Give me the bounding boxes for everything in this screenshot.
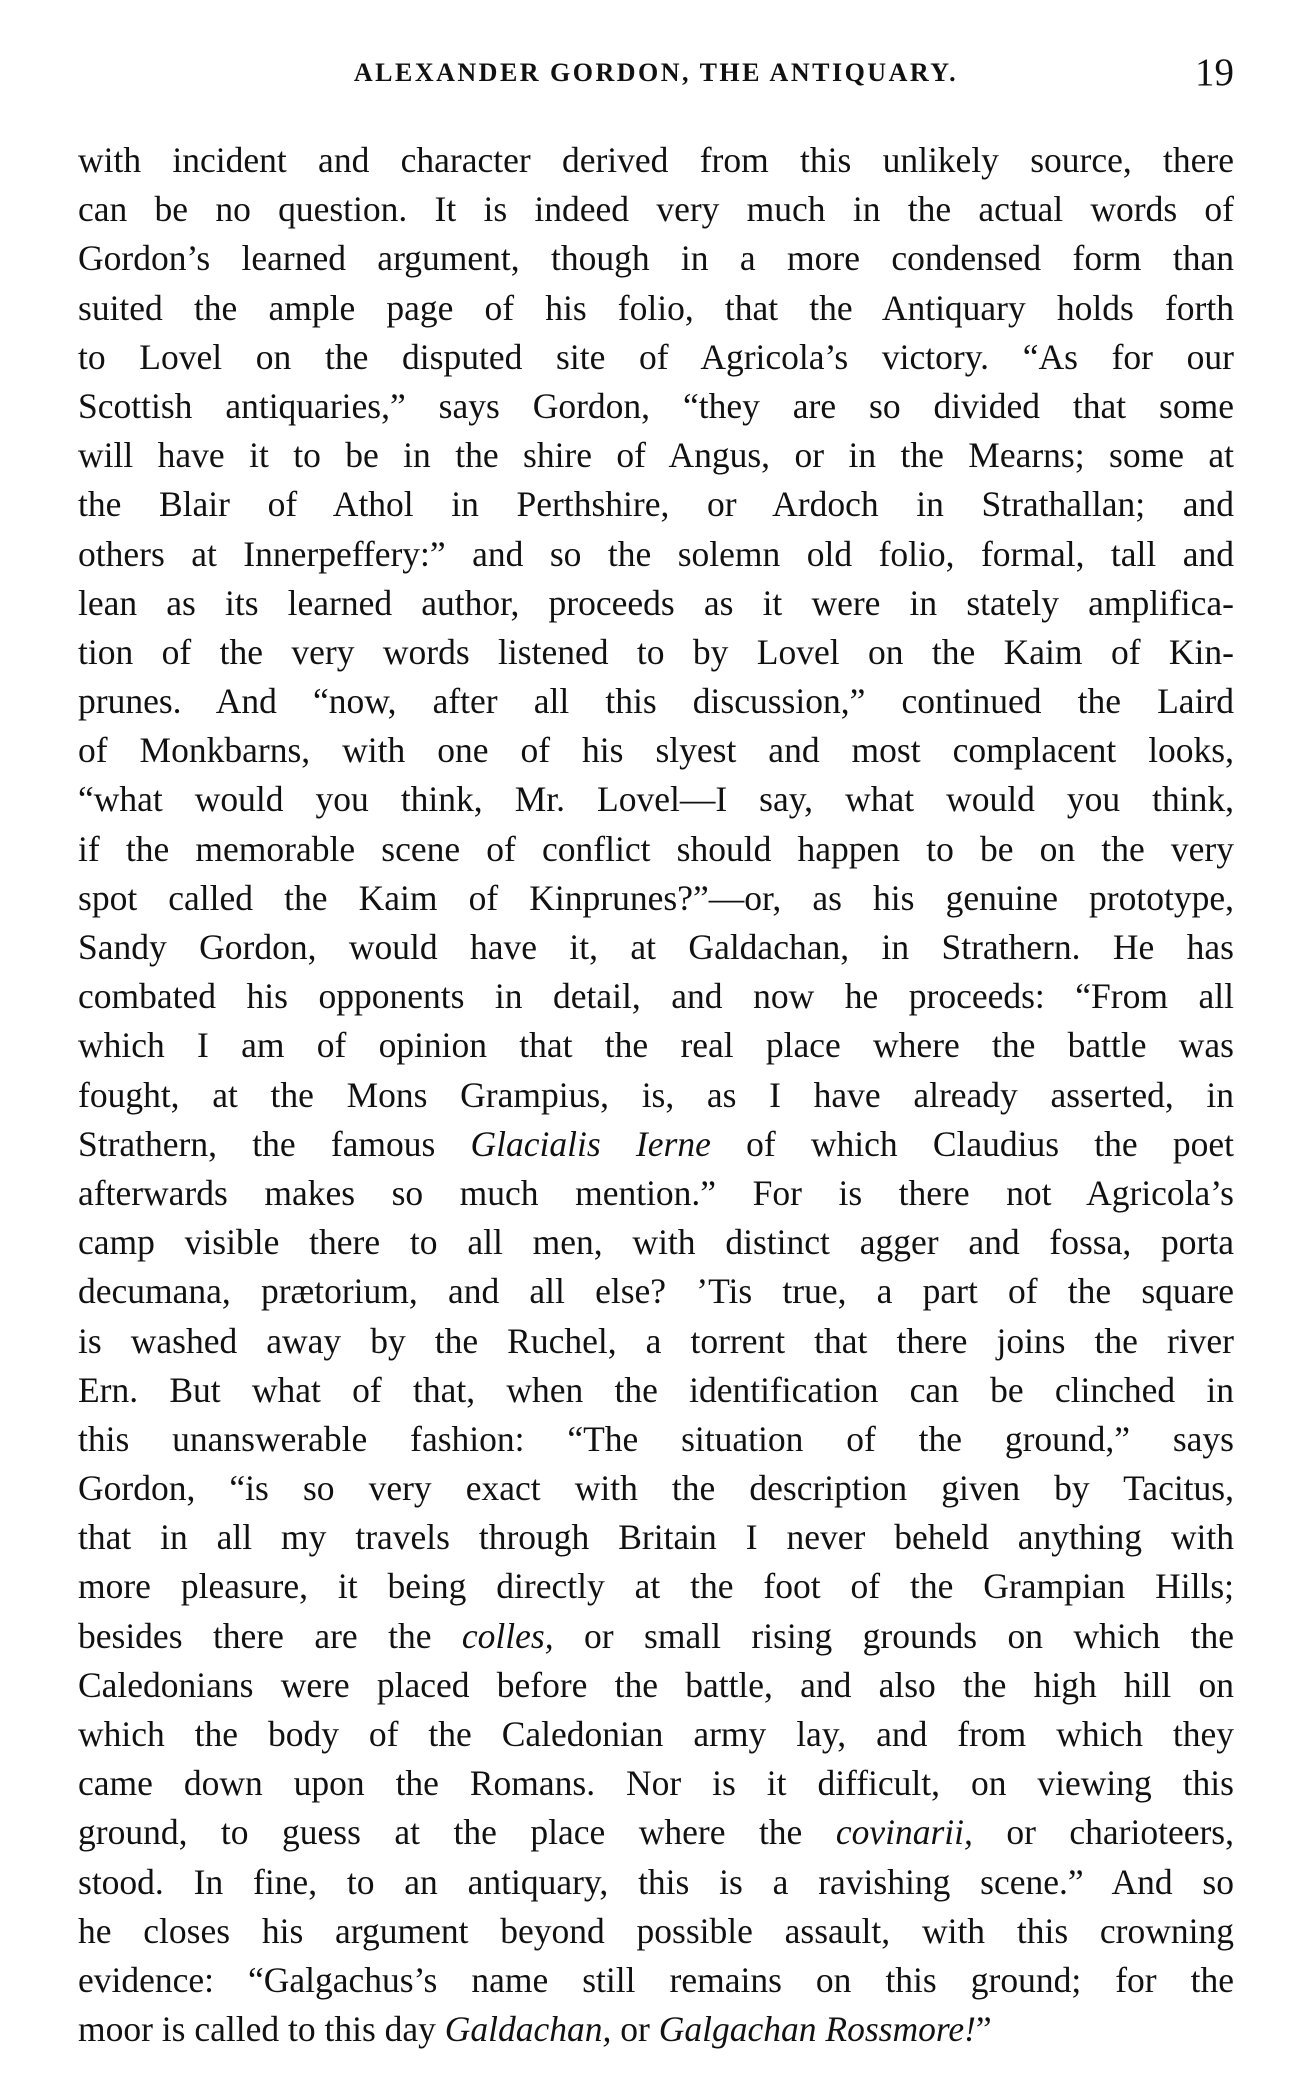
text-run: ground, to guess at the place where the <box>78 1812 836 1853</box>
text-run: he closes his argument beyond possible assault, with this crowning <box>78 1910 1234 1951</box>
text-line <box>78 382 1234 431</box>
text-run: Caledonians were placed before the battle, and also the high hill on <box>78 1664 1234 1705</box>
italic-text: Galdachan, <box>444 2009 612 2050</box>
text-run: suited the ample page of his folio, that the Antiquary holds forth <box>78 287 1234 328</box>
text-line <box>78 1021 1234 1070</box>
italic-text: colles, <box>461 1615 554 1656</box>
text-run: camp visible there to all men, with distinct agger and fossa, porta <box>78 1222 1234 1263</box>
running-head: ALEXANDER GORDON, THE ANTIQUARY. <box>353 58 959 87</box>
text-line <box>78 677 1234 726</box>
text-run: came down upon the Romans. Nor is it difficult, on viewing this <box>78 1763 1234 1804</box>
text-line <box>78 1513 1234 1562</box>
text-line <box>78 1759 1234 1808</box>
text-line <box>78 1317 1234 1366</box>
text-line <box>78 726 1234 775</box>
text-run: will have it to be in the shire of Angus, or in the Mearns; some at <box>78 435 1234 476</box>
text-line <box>78 530 1234 579</box>
text-run: Strathern, the famous <box>78 1123 471 1164</box>
text-run: Sandy Gordon, would have it, at Galdachan, in Strathern. He has <box>78 927 1234 967</box>
text-line <box>78 1956 1234 2005</box>
page-header <box>78 50 1234 100</box>
text-run: tion of the very words listened to by Lovel on the Kaim of Kin- <box>78 631 1234 672</box>
text-run: decumana, prætorium, and all else? ’Tis true, a part of the square <box>78 1271 1234 1312</box>
text-run: can be no question. It is indeed very much in the actual words of <box>78 189 1234 230</box>
text-line <box>78 1169 1234 1218</box>
text-run: the Blair of Athol in Perthshire, or Ardoch in Strathallan; and <box>78 484 1234 525</box>
text-line <box>78 1562 1234 1611</box>
text-line <box>78 480 1234 529</box>
text-run: “what would you think, Mr. Lovel—I say, what would you think, <box>78 779 1234 820</box>
text-line <box>78 333 1234 382</box>
text-line <box>78 1464 1234 1513</box>
text-run: this unanswerable fashion: “The situation of the ground,” says <box>78 1418 1234 1459</box>
text-run: fought, at the Mons Grampius, is, as I have already asserted, in <box>78 1074 1234 1115</box>
text-run: to Lovel on the disputed site of Agricola’s victory. “As for our <box>78 336 1234 377</box>
text-run: which the body of the Caledonian army lay, and from which they <box>78 1714 1234 1754</box>
text-run: spot called the Kaim of Kinprunes?”—or, as his genuine prototype, <box>78 877 1234 918</box>
text-line <box>78 1267 1234 1316</box>
text-line <box>78 972 1234 1021</box>
text-run: which I am of opinion that the real place where the battle was <box>78 1025 1234 1066</box>
text-line <box>78 1120 1234 1169</box>
text-line <box>78 431 1234 480</box>
text-run: or small rising grounds on which the <box>553 1615 1234 1656</box>
text-run: Gordon’s learned argument, though in a more condensed form than <box>78 238 1234 279</box>
text-run: lean as its learned author, proceeds as it were in stately amplifica- <box>78 582 1234 623</box>
text-line <box>78 1661 1234 1710</box>
text-line <box>78 825 1234 874</box>
italic-text: Glacialis Ierne <box>470 1123 711 1164</box>
text-run: of which Claudius the poet <box>710 1123 1234 1164</box>
text-line <box>78 923 1234 972</box>
text-line <box>78 1808 1234 1857</box>
text-run: or charioteers, <box>972 1812 1234 1853</box>
text-run: afterwards makes so much mention.” For is there not Agricola’s <box>78 1172 1234 1213</box>
text-line <box>78 136 1234 185</box>
text-line <box>78 1366 1234 1415</box>
text-run: prunes. And “now, after all this discussion,” continued the Laird <box>78 681 1234 722</box>
text-line <box>78 1415 1234 1464</box>
text-run: Ern. But what of that, when the identification can be clinched in <box>78 1369 1234 1410</box>
text-run: ” <box>975 2009 992 2050</box>
text-line <box>78 284 1234 333</box>
body-text <box>78 136 1234 2054</box>
text-line <box>78 2005 1234 2054</box>
text-run: is washed away by the Ruchel, a torrent that there joins the river <box>78 1320 1234 1361</box>
text-run: of Monkbarns, with one of his slyest and most complacent looks, <box>78 730 1234 771</box>
text-run: evidence: “Galgachus’s name still remains on this ground; for the <box>78 1959 1234 2000</box>
page-number: 19 <box>1195 51 1234 94</box>
text-line <box>78 1858 1234 1907</box>
text-line <box>78 874 1234 923</box>
text-run: others at Innerpeffery:” and so the solemn old folio, formal, tall and <box>78 533 1234 574</box>
italic-text: covinarii, <box>835 1812 973 1853</box>
text-line <box>78 628 1234 677</box>
text-run: besides there are the <box>78 1615 462 1656</box>
text-run: stood. In fine, to an antiquary, this is a ravishing scene.” And so <box>78 1861 1234 1902</box>
text-run: moor is called to this day <box>78 2009 445 2050</box>
text-line <box>78 579 1234 628</box>
text-line <box>78 185 1234 234</box>
italic-text: Galgachan Rossmore! <box>658 2009 976 2050</box>
text-line <box>78 1710 1234 1759</box>
text-run: combated his opponents in detail, and now he proceeds: “From all <box>78 976 1234 1017</box>
text-line <box>78 1612 1234 1661</box>
text-run: more pleasure, it being directly at the foot of the Grampian Hills; <box>78 1566 1234 1607</box>
text-line <box>78 1907 1234 1956</box>
text-run: if the memorable scene of conflict should happen to be on the very <box>78 828 1234 869</box>
text-run: Scottish antiquaries,” says Gordon, “they are so divided that some <box>78 385 1234 426</box>
text-line <box>78 1218 1234 1267</box>
text-line <box>78 234 1234 283</box>
text-run: that in all my travels through Britain I never beheld anything with <box>78 1517 1234 1558</box>
text-run: with incident and character derived from this unlikely source, there <box>78 140 1234 180</box>
text-run: or <box>611 2009 659 2050</box>
text-line <box>78 775 1234 824</box>
text-run: Gordon, “is so very exact with the description given by Tacitus, <box>78 1468 1234 1509</box>
text-line <box>78 1071 1234 1120</box>
